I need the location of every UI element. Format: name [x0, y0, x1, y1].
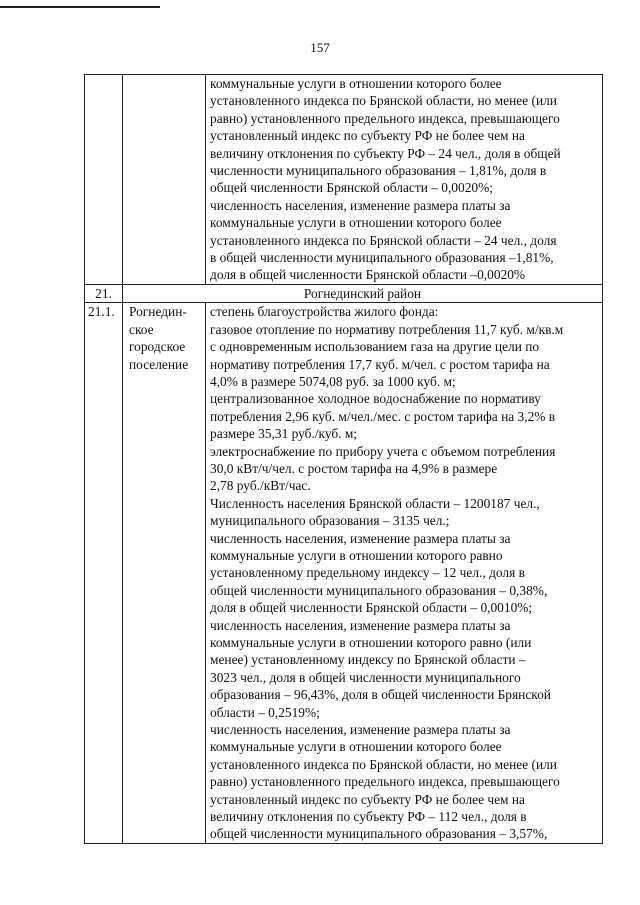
text-line: газовое отопление по нормативу потребления 11,7 куб. м/кв.м: [210, 321, 564, 337]
text-line: установленный индекс по субъекту РФ не более чем на: [210, 128, 525, 144]
table-row-21-1: [85, 303, 603, 844]
text-line: доля в общей численности Брянской области – 0,0010%;: [210, 600, 533, 616]
text-line: установленного индекса по Брянской области, но менее (или: [210, 93, 557, 109]
text-line: равно) установленного предельного индекса, превышающего: [210, 774, 560, 790]
text-line: централизованное холодное водоснабжение по нормативу: [210, 391, 541, 407]
text-line: менее) установленному индексу по Брянской области –: [210, 652, 526, 668]
text-line: области – 0,2519%;: [210, 704, 320, 720]
page-number: 157: [310, 40, 330, 55]
text-line: 2,78 руб./кВт/час.: [210, 478, 311, 494]
section-number: 21.: [85, 284, 123, 302]
text-line: установленному предельному индексу – 12 чел., доля в: [210, 565, 525, 581]
text-line: муниципального образования – 3135 чел.;: [210, 513, 450, 529]
text-line: 30,0 кВт/ч/чел. с ростом тарифа на 4,9% в размере: [210, 460, 498, 476]
text-line: с одновременным использованием газа на другие цели по: [210, 339, 540, 355]
text-line: установленный индекс по субъекту РФ не более чем на: [210, 791, 525, 807]
text-line: численности муниципального образования – 1,81%, доля в: [210, 163, 547, 179]
text-line: величину отклонения по субъекту РФ – 24 чел., доля в общей: [210, 145, 561, 161]
text-line: установленного индекса по Брянской области, но менее (или: [210, 756, 557, 772]
text-line: степень благоустройства жилого фонда:: [210, 304, 439, 320]
top-rule: [0, 6, 160, 8]
text-line: коммунальные услуги в отношении которого более: [210, 215, 502, 231]
settlement-name-cell: [123, 303, 206, 844]
table-row-section: [85, 284, 603, 302]
text-line: поселение: [129, 356, 189, 372]
row-number-cell: [85, 75, 123, 285]
text-line: 4,0% в размере 5074,08 руб. за 1000 куб. м;: [210, 373, 456, 389]
text-line: коммунальные услуги в отношении которого более: [210, 76, 502, 91]
text-line: равно) установленного предельного индекса, превышающего: [210, 110, 560, 126]
row-number-cell: 21.1.: [85, 303, 123, 844]
row-name-cell: [123, 75, 206, 285]
text-line: коммунальные услуги в отношении которого равно (или: [210, 635, 532, 650]
text-line: общей численности Брянской области – 0,0020%;: [210, 180, 493, 196]
text-line: нормативу потребления 17,7 куб. м/чел. с ростом тарифа на: [210, 356, 550, 372]
text-line: 3023 чел., доля в общей численности муниципального: [210, 669, 521, 685]
text-line: численность населения, изменение размера платы за: [210, 530, 511, 546]
text-line: образования – 96,43%, доля в общей численности Брянской: [210, 687, 551, 703]
text-line: численность населения, изменение размера платы за: [210, 722, 511, 738]
table-row-continued: [85, 75, 603, 285]
text-line: в общей численности муниципального образования –1,81%,: [210, 250, 554, 266]
text-line: коммунальные услуги в отношении которого более: [210, 739, 502, 755]
text-line: численность населения, изменение размера платы за: [210, 617, 511, 633]
text-line: коммунальные услуги в отношении которого равно: [210, 547, 503, 563]
section-title: Рогнединский район: [123, 284, 603, 302]
text-line: электроснабжение по прибору учета с объемом потребления: [210, 443, 556, 459]
text-line: общей численности муниципального образования – 0,38%,: [210, 582, 548, 598]
text-line: потребления 2,96 куб. м/чел./мес. с ростом тарифа на 3,2% в: [210, 408, 556, 424]
row-content-cell: [206, 303, 603, 844]
document-table: [84, 74, 603, 844]
text-line: ское: [129, 321, 154, 337]
row-content-cell: [206, 75, 603, 285]
text-line: численность населения, изменение размера платы за: [210, 197, 511, 213]
text-line: городское: [129, 339, 186, 355]
text-line: Численность населения Брянской области – 1200187 чел.,: [210, 495, 540, 511]
text-line: размере 35,31 руб./куб. м;: [210, 426, 358, 442]
text-line: Рогнедин-: [129, 304, 187, 320]
text-line: величину отклонения по субъекту РФ – 112 чел., доля в: [210, 809, 527, 825]
text-line: доля в общей численности Брянской области –0,0020%: [210, 267, 526, 283]
text-line: установленного индекса по Брянской области – 24 чел., доля: [210, 232, 557, 248]
text-line: общей численности муниципального образования – 3,57%,: [210, 826, 548, 842]
